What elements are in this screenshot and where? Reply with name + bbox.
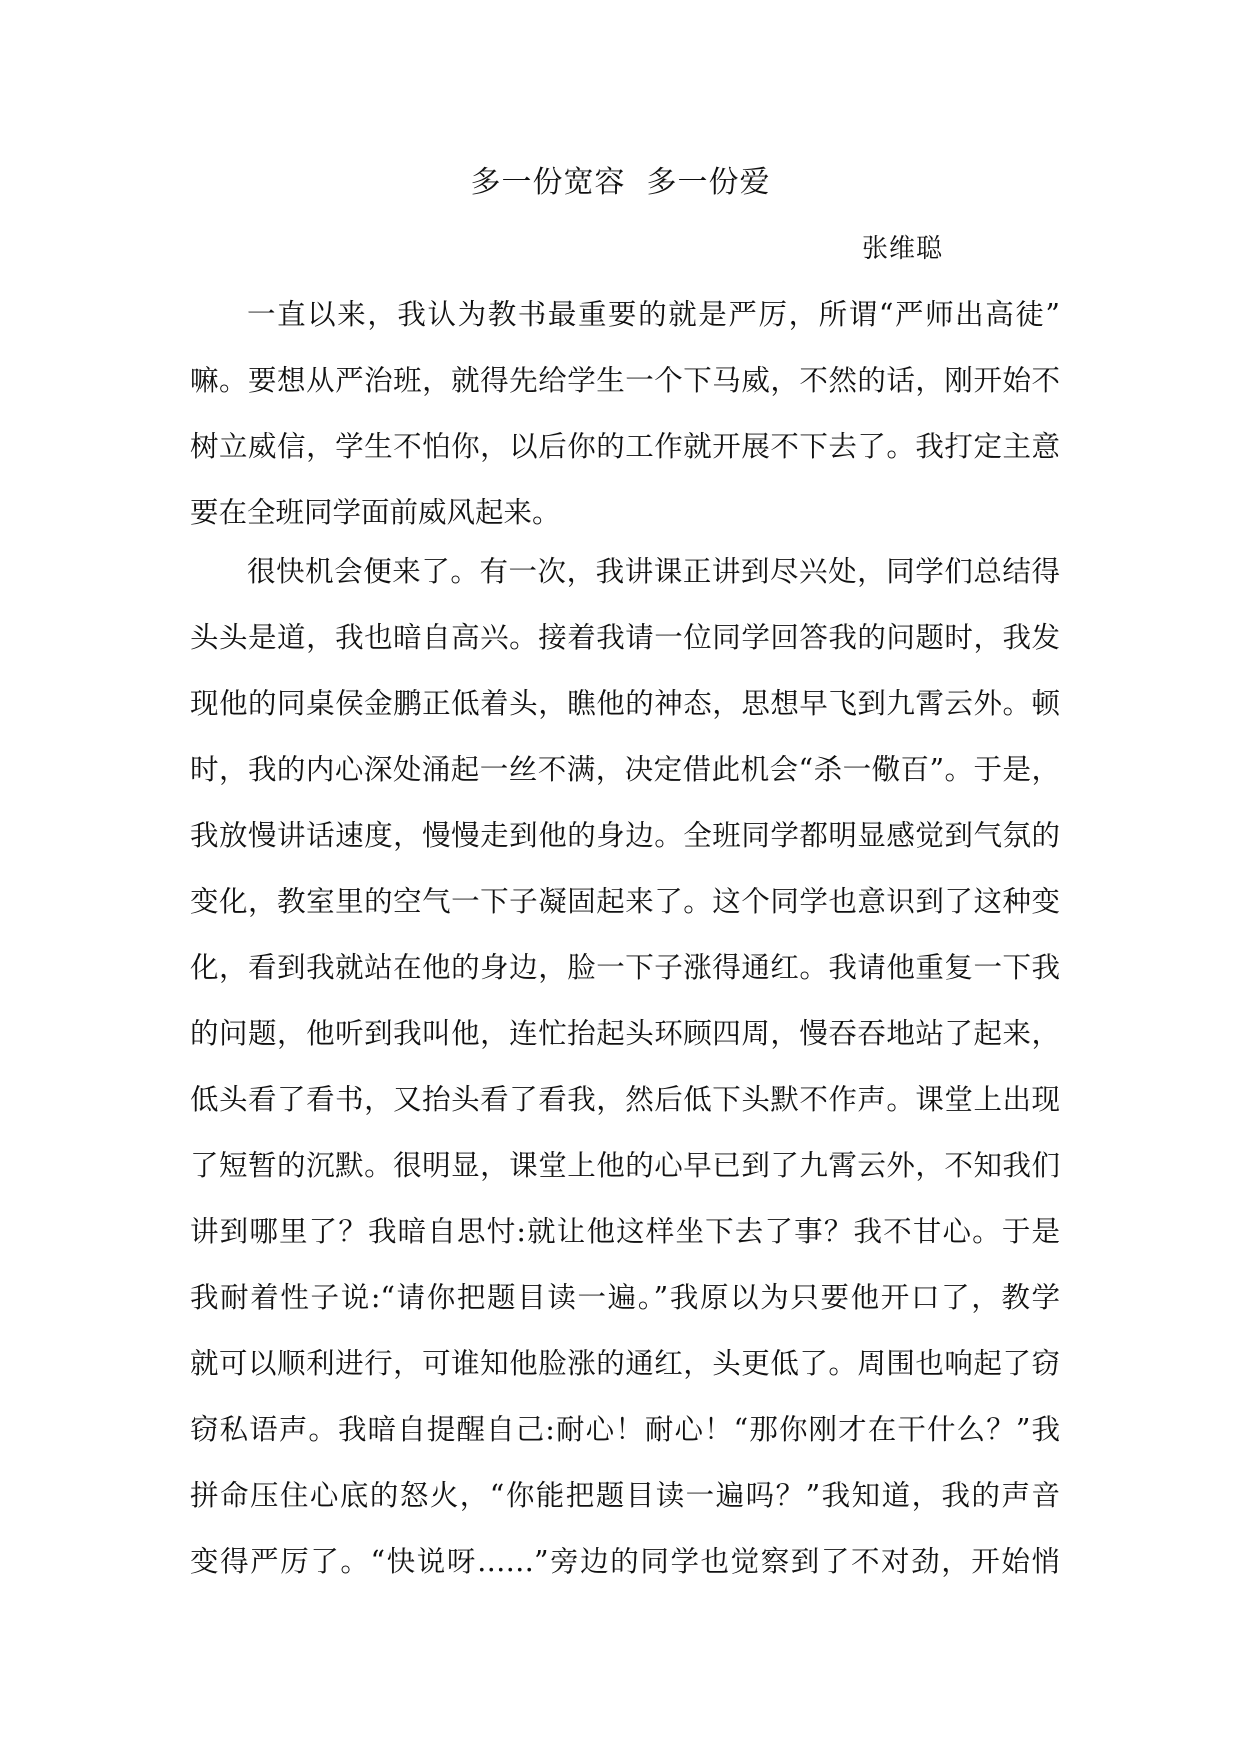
- paragraph: [190, 539, 1060, 1595]
- text-line: 低头看了看书，又抬头看了看我，然后低下头默不作声。课堂上出现: [190, 1083, 1060, 1116]
- text-line: 变化，教室里的空气一下子凝固起来了。这个同学也意识到了这种变: [190, 885, 1060, 918]
- text-line: 变得严厉了。“快说呀……”旁边的同学也觉察到了不对劲，开始悄: [190, 1545, 1060, 1578]
- paragraph: [190, 282, 1060, 546]
- text-line: 要在全班同学面前威风起来。: [190, 496, 561, 529]
- text-line: 讲到哪里了？我暗自思忖:就让他这样坐下去了事？我不甘心。于是: [190, 1215, 1060, 1248]
- text-line: 我耐着性子说:“请你把题目读一遍。”我原以为只要他开口了，教学: [190, 1281, 1060, 1314]
- text-line: 了短暂的沉默。很明显，课堂上他的心早已到了九霄云外，不知我们: [190, 1149, 1060, 1182]
- text-line: 现他的同桌侯金鹏正低着头，瞧他的神态，思想早飞到九霄云外。顿: [190, 687, 1060, 720]
- text-line: 树立威信，学生不怕你，以后你的工作就开展不下去了。我打定主意: [190, 430, 1060, 463]
- text-line: 一直以来，我认为教书最重要的就是严厉，所谓“严师出高徒”: [247, 298, 1060, 331]
- author-name: 张维聪: [862, 234, 944, 264]
- text-line: 时，我的内心深处涌起一丝不满，决定借此机会“杀一儆百”。于是，: [190, 753, 1060, 786]
- document-title: 多一份宽容 多一份爱: [470, 165, 771, 200]
- text-line: 化，看到我就站在他的身边，脸一下子涨得通红。我请他重复一下我: [190, 951, 1060, 984]
- text-line: 头头是道，我也暗自高兴。接着我请一位同学回答我的问题时，我发: [190, 621, 1060, 654]
- text-line: 拼命压住心底的怒火，“你能把题目读一遍吗？”我知道，我的声音: [190, 1479, 1060, 1512]
- text-line: 窃私语声。我暗自提醒自己:耐心！耐心！“那你刚才在干什么？”我: [190, 1413, 1060, 1446]
- text-line: 很快机会便来了。有一次，我讲课正讲到尽兴处，同学们总结得: [247, 555, 1060, 588]
- text-line: 就可以顺利进行，可谁知他脸涨的通红，头更低了。周围也响起了窃: [190, 1347, 1060, 1380]
- text-line: 的问题，他听到我叫他，连忙抬起头环顾四周，慢吞吞地站了起来，: [190, 1017, 1060, 1050]
- text-line: 我放慢讲话速度，慢慢走到他的身边。全班同学都明显感觉到气氛的: [190, 819, 1060, 852]
- text-line: 嘛。要想从严治班，就得先给学生一个下马威，不然的话，刚开始不: [190, 364, 1060, 397]
